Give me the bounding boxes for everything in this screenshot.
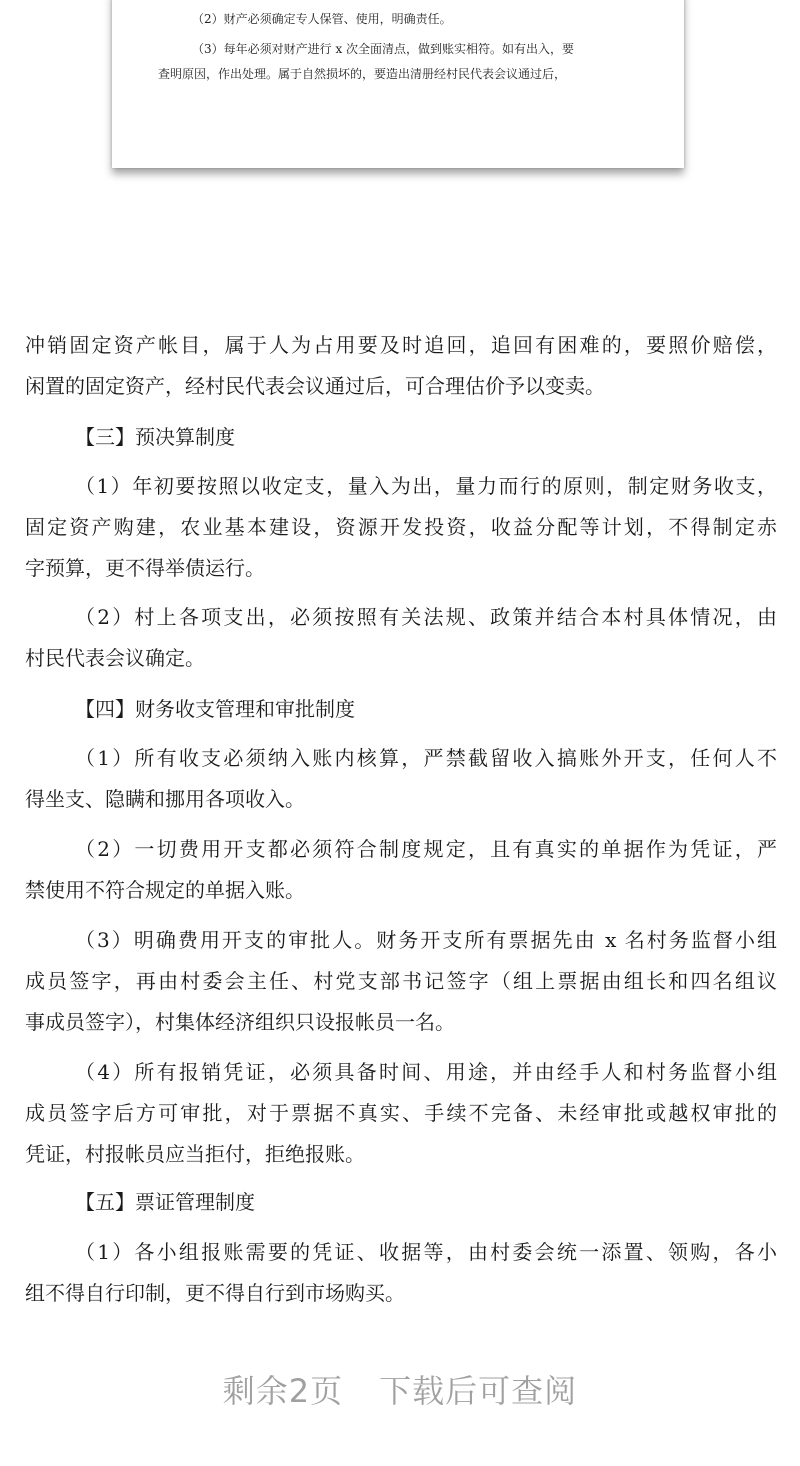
- text-line: （1）年初要按照以收定支，量入为出，量力而行的原则，制定财务收支，: [75, 474, 777, 498]
- text-line: （4）所有报销凭证，必须具备时间、用途，并由经手人和村务监督小组: [75, 1060, 777, 1084]
- text-line: （1）所有收支必须纳入账内核算，严禁截留收入搞账外开支，任何人不: [75, 746, 777, 770]
- document-preview-page: [112, 0, 684, 168]
- text-line: （2）一切费用开支都必须符合制度规定，且有真实的单据作为凭证，严: [75, 837, 777, 861]
- text-line: 组不得自行印制，更不得自行到市场购买。: [25, 1281, 405, 1305]
- paragraph: [25, 325, 777, 407]
- preview-line: 查明原因，作出处理。属于自然损坏的，要造出清册经村民代表会议通过后，: [158, 67, 567, 81]
- text-line: 闲置的固定资产，经村民代表会议通过后，可合理估价予以变卖。: [25, 374, 605, 398]
- download-to-view-label[interactable]: 下载后可查阅: [379, 1372, 578, 1410]
- text-line: （1）各小组报账需要的凭证、收据等，由村委会统一添置、领购，各小: [75, 1240, 777, 1264]
- text-line: 成员签字后方可审批，对于票据不真实、手续不完备、未经审批或越权审批的: [25, 1101, 777, 1125]
- text-line: 凭证，村报帐员应当拒付，拒绝报账。: [25, 1142, 365, 1166]
- section-heading-4: 【四】财务收支管理和审批制度: [75, 697, 355, 721]
- paragraph: [25, 597, 777, 679]
- paragraph: [25, 1232, 777, 1314]
- text-line: 固定资产购建，农业基本建设，资源开发投资，收益分配等计划，不得制定赤: [25, 515, 777, 539]
- text-line: 字预算，更不得举债运行。: [25, 556, 265, 580]
- text-line: 得坐支、隐瞒和挪用各项收入。: [25, 787, 305, 811]
- section-heading-5: 【五】票证管理制度: [75, 1190, 255, 1214]
- paragraph: [25, 1052, 777, 1175]
- text-line: 冲销固定资产帐目，属于人为占用要及时追回，追回有困难的，要照价赔偿，: [25, 333, 777, 357]
- section-heading-3: 【三】预决算制度: [75, 425, 235, 449]
- text-line: 事成员签字），村集体经济组织只设报帐员一名。: [25, 1010, 455, 1034]
- preview-line: （3）每年必须对财产进行 x 次全面清点，做到账实相符。如有出入，要: [192, 42, 575, 56]
- text-line: 成员签字，再由村委会主任、村党支部书记签字（组上票据由组长和四名组议: [25, 969, 777, 993]
- paragraph: [25, 738, 777, 820]
- text-line: 禁使用不符合规定的单据入账。: [25, 878, 305, 902]
- preview-line: （2）财产必须确定专人保管、使用，明确责任。: [192, 12, 452, 26]
- paragraph: [25, 466, 777, 589]
- remaining-pages-label: 剩余2页: [222, 1372, 344, 1410]
- text-line: （2）村上各项支出，必须按照有关法规、政策并结合本村具体情况，由: [75, 605, 777, 629]
- paragraph: [25, 920, 777, 1043]
- text-line: 村民代表会议确定。: [25, 646, 205, 670]
- paragraph: [25, 829, 777, 911]
- text-line: （3）明确费用开支的审批人。财务开支所有票据先由 x 名村务监督小组: [75, 928, 777, 952]
- download-prompt[interactable]: [0, 1366, 800, 1412]
